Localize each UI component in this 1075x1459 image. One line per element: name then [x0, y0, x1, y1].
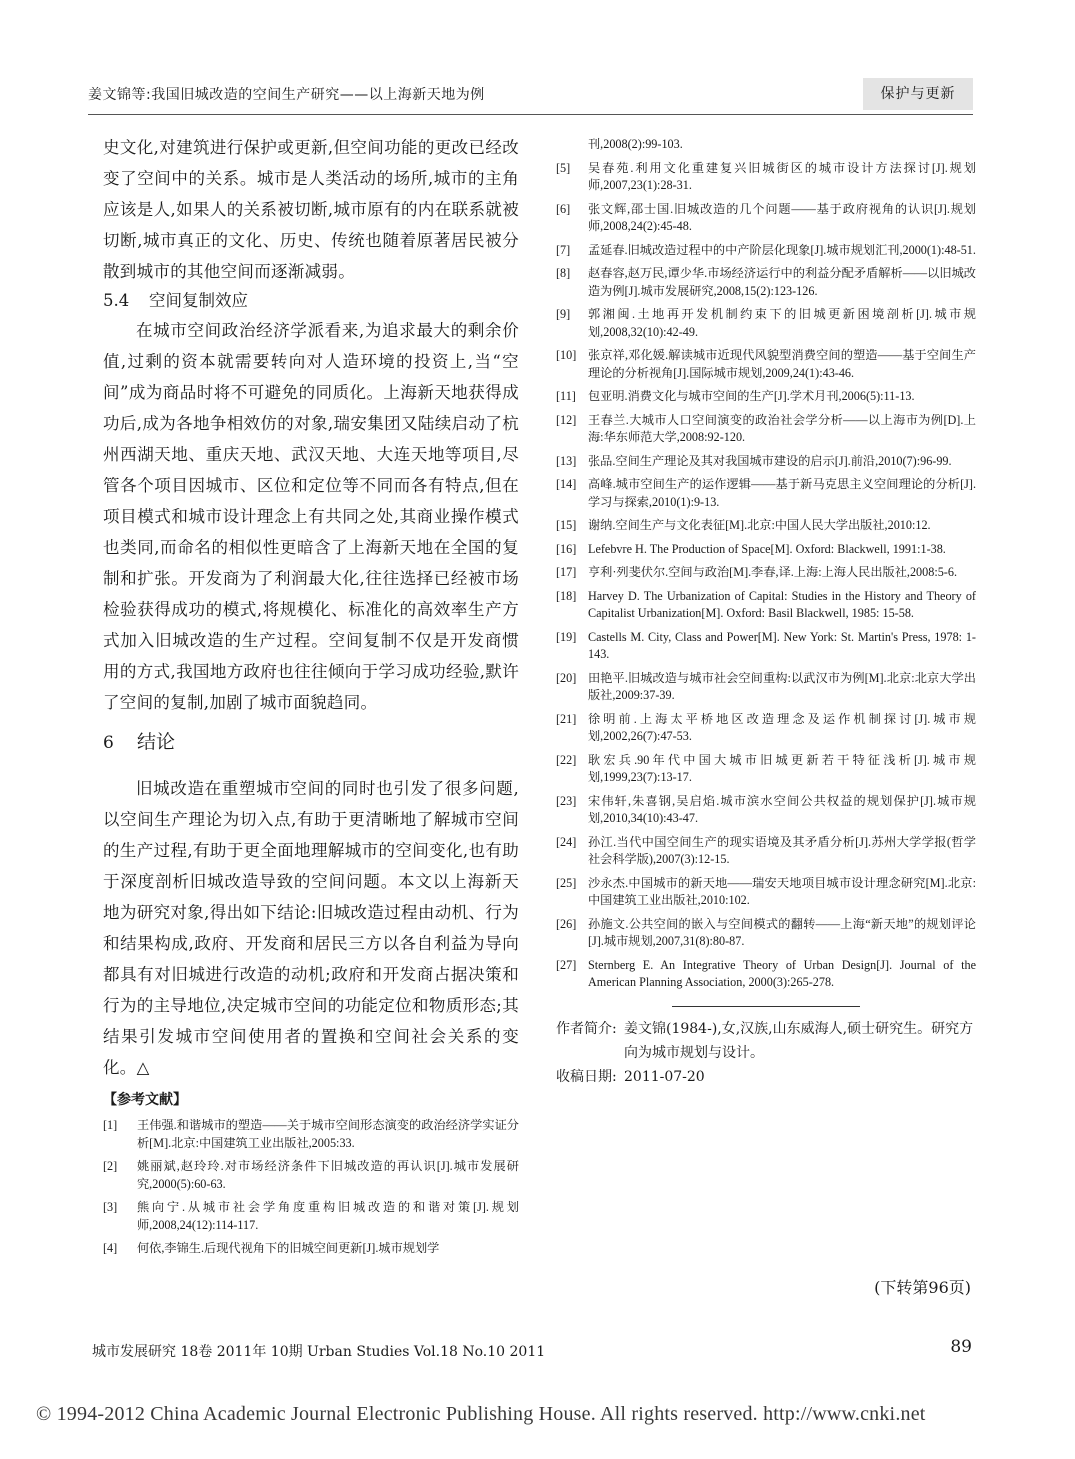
header-rule	[88, 114, 973, 115]
page-footer	[92, 1337, 976, 1361]
reference-item: [21] 徐明前.上海太平桥地区改造理念及运作机制探讨[J].城市规划,2002,26(7):47-53.	[556, 711, 976, 743]
received-date-row	[556, 1065, 976, 1089]
left-column	[103, 132, 519, 1264]
section-number: 6	[103, 733, 114, 753]
reference-item: [8] 赵春容,赵万民,谭少华.市场经济运行中的利益分配矛盾解析——以旧城改造为例[J].城市发展研究,2008,15(2):123-126.	[556, 266, 976, 298]
reference-item: [3] 熊向宁.从城市社会学角度重构旧城改造的和谐对策[J].规划师,2008,24(12):114-117.	[103, 1200, 519, 1232]
reference-item: [11] 包亚明.消费文化与城市空间的生产[J].学术月刊,2006(5):11-13.	[556, 389, 915, 403]
reference-item: [10] 张京祥,邓化媛.解读城市近现代风貌型消费空间的塑造——基于空间生产理论的分析视角[J].国际城市规划,2009,24(1):43-46.	[556, 348, 976, 380]
section-title: 空间复制效应	[149, 291, 248, 310]
section-5-4-heading	[103, 287, 519, 315]
reference-item: [2] 姚丽斌,赵玲玲.对市场经济条件下旧城改造的再认识[J].城市发展研究,2000(5):60-63.	[103, 1159, 519, 1191]
reference-item: [5] 吴春苑.利用文化重建复兴旧城街区的城市设计方法探讨[J].规划师,2007,23(1):28-31.	[556, 160, 976, 192]
reference-item: [23] 宋伟轩,朱喜钢,吴启焰.城市滨水空间公共权益的规划保护[J].城市规划,2010,34(10):43-47.	[556, 793, 976, 825]
page-number: 89	[950, 1337, 972, 1357]
author-bio	[556, 1017, 976, 1065]
reference-item: [17] 亨利·列斐伏尔.空间与政治[M].李春,译.上海:上海人民出版社,2008:5-6.	[556, 565, 957, 579]
reference-item: [6] 张文辉,邵士国.旧城改造的几个问题——基于政府视角的认识[J].规划师,2008,24(2):45-48.	[556, 201, 976, 233]
section-6-heading	[103, 722, 519, 763]
received-label: 收稿日期:	[556, 1068, 617, 1085]
reference-item: [18] Harvey D. The Urbanization of Capital: Studies in the History and Theory of Capitalist Urbanization[M]. Oxford: Basil Blackwell, 1985: 15-58.	[556, 588, 976, 620]
paragraph-continued: 史文化,对建筑进行保护或更新,但空间功能的更改已经改变了空间中的关系。城市是人类活动的场所,城市的主角应该是人,如果人的关系被切断,城市原有的内在联系就被切断,城市真正的文化、历史、传统也随着原著居民被分散到城市的其他空间而逐渐减弱。	[103, 138, 519, 281]
reference-item: [25] 沙永杰.中国城市的新天地——瑞安天地项目城市设计理念研究[M].北京:中国建筑工业出版社,2010:102.	[556, 875, 976, 907]
reference-item: [16] Lefebvre H. The Production of Space[M]. Oxford: Blackwell, 1991:1-38.	[556, 541, 946, 556]
reference-item: [22] 耿宏兵.90年代中国大城市旧城更新若干特征浅析[J].城市规划,1999,23(7):13-17.	[556, 752, 976, 784]
received-date: 2011-07-20	[624, 1068, 705, 1085]
reference-item: [26] 孙施文.公共空间的嵌入与空间模式的翻转——上海“新天地”的规划评论[J].城市规划,2007,31(8):80-87.	[556, 916, 976, 948]
running-title: 姜文锦等:我国旧城改造的空间生产研究——以上海新天地为例	[88, 87, 485, 103]
reference-item: [7] 孟延春.旧城改造过程中的中产阶层化现象[J].城市规划汇刊,2000(1):48-51.	[556, 242, 976, 257]
references-heading: 【参考文献】	[103, 1092, 187, 1108]
section-number: 5.4	[103, 291, 130, 310]
section-title: 结论	[137, 731, 176, 753]
reference-list-right	[556, 160, 976, 992]
reference-list-left	[103, 1117, 519, 1258]
right-column	[556, 136, 976, 1089]
reference-item: [20] 田艳平.旧城改造与城市社会空间重构:以武汉市为例[M].北京:北京大学出版社,2009:37-39.	[556, 670, 976, 702]
author-separator-line	[672, 1006, 860, 1007]
reference-item: [19] Castells M. City, Class and Power[M]. New York: St. Martin's Press, 1978: 1-143.	[556, 629, 976, 661]
reference-item: [1] 王伟强.和谐城市的塑造——关于城市空间形态演变的政治经济学实证分析[M].北京:中国建筑工业出版社,2005:33.	[103, 1118, 519, 1150]
reference-item: [13] 张品.空间生产理论及其对我国城市建设的启示[J].前沿,2010(7):96-99.	[556, 453, 952, 468]
author-text: 姜文锦(1984-),女,汉族,山东威海人,硕士研究生。研究方向为城市规划与设计。	[624, 1020, 974, 1061]
journal-info: 城市发展研究 18卷 2011年 10期 Urban Studies Vol.18 No.10 2011	[92, 1344, 546, 1360]
running-header	[88, 78, 973, 112]
author-label: 作者简介:	[556, 1020, 617, 1037]
conclusion-body: 旧城改造在重塑城市空间的同时也引发了很多问题,以空间生产理论为切入点,有助于更清晰地了解城市空间的生产过程,有助于更全面地理解城市的空间变化,也有助于深度剖析旧城改造导致的空间问题。本文以上海新天地为研究对象,得出如下结论:旧城改造过程由动机、行为和结果构成,政府、开发商和居民三方以各自利益为导向都具有对旧城进行改造的动机;政府和开发商占据决策和行为的主导地位,决定城市空间的功能定位和物质形态;其结果引发城市空间使用者的置换和空间社会关系的变化。△	[103, 779, 519, 1077]
section-tag: 保护与更新	[863, 78, 973, 110]
continued-note: (下转第96页)	[874, 1278, 971, 1297]
reference-item: [15] 谢纳.空间生产与文化表征[M].北京:中国人民大学出版社,2010:12.	[556, 518, 931, 532]
copyright-notice: © 1994-2012 China Academic Journal Electronic Publishing House. All rights reserved. http://www.cnki.net	[36, 1403, 926, 1425]
reference-item: [24] 孙江.当代中国空间生产的现实语境及其矛盾分析[J].苏州大学学报(哲学社会科学版),2007(3):12-15.	[556, 834, 976, 866]
reference-item: [12] 王春兰.大城市人口空间演变的政治社会学分析——以上海市为例[D].上海:华东师范大学,2008:92-120.	[556, 412, 976, 444]
reference-item: [14] 高峰.城市空间生产的运作逻辑——基于新马克思主义空间理论的分析[J].学习与探索,2010(1):9-13.	[556, 477, 976, 509]
section-5-4-body: 在城市空间政治经济学派看来,为追求最大的剩余价值,过剩的资本就需要转向对人造环境的投资上,当“空间”成为商品时将不可避免的同质化。上海新天地获得成功后,成为各地争相效仿的对象,瑞安集团又陆续启动了杭州西湖天地、重庆天地、武汉天地、大连天地等项目,尽管各个项目因城市、区位和定位等不同而各有特点,但在项目模式和城市设计理念上有共同之处,其商业操作模式也类同,而命名的相似性更暗含了上海新天地在全国的复制和扩张。开发商为了利润最大化,往往选择已经被市场检验获得成功的模式,将规模化、标准化的高效率生产方式加入旧城改造的生产过程。空间复制不仅是开发商惯用的方式,我国地方政府也往往倾向于学习成功经验,默许了空间的复制,加剧了城市面貌趋同。	[103, 321, 519, 712]
reference-continued: 刊,2008(2):99-103.	[588, 137, 683, 151]
reference-item: [27] Sternberg E. An Integrative Theory of Urban Design[J]. Journal of the American Planning Association, 2000(3):265-278.	[556, 957, 976, 989]
reference-item: [9] 郭湘闽.土地再开发机制约束下的旧城更新困境剖析[J].城市规划,2008,32(10):42-49.	[556, 307, 976, 339]
reference-item: [4] 何依,李锦生.后现代视角下的旧城空间更新[J].城市规划学	[103, 1241, 440, 1255]
